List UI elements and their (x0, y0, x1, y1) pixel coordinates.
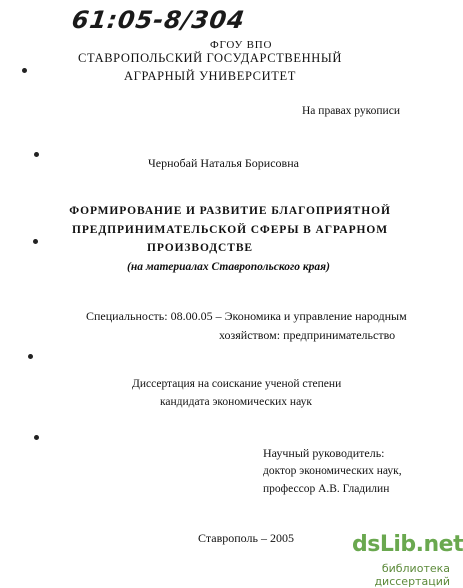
city-year: Ставрополь – 2005 (198, 531, 294, 545)
institution-abbrev: ФГОУ ВПО (210, 39, 273, 51)
scan-speck-3 (33, 239, 38, 244)
thesis-title-line3: ПРОИЗВОДСТВЕ (147, 242, 253, 254)
rights-note: На правах рукописи (302, 105, 400, 117)
degree-line1: Диссертация на соискание ученой степени (132, 378, 342, 390)
thesis-title-line2: ПРЕДПРИНИМАТЕЛЬСКОЙ СФЕРЫ В АГРАРНОМ (72, 224, 388, 236)
thesis-subtitle: (на материалах Ставропольского края) (127, 261, 330, 273)
degree-line2: кандидата экономических наук (160, 396, 312, 408)
supervisor-degree: доктор экономических наук, (263, 465, 402, 477)
dslib-tagline: библиотека диссертаций (374, 562, 450, 588)
scan-speck-4 (28, 354, 33, 359)
scan-speck-5 (34, 435, 39, 440)
scan-speck-1 (22, 68, 27, 73)
dslib-watermark[interactable] (332, 532, 463, 588)
dslib-logo[interactable]: dsLib.net (352, 532, 463, 557)
institution-name-line1: СТАВРОПОЛЬСКИЙ ГОСУДАРСТВЕННЫЙ (78, 51, 342, 65)
author-name: Чернобай Наталья Борисовна (148, 156, 299, 170)
supervisor-name: профессор А.В. Гладилин (263, 483, 390, 495)
specialty-line1: Специальность: 08.00.05 – Экономика и управление народным (86, 309, 407, 323)
handwritten-archive-number: 61:05-8/304 (70, 6, 247, 34)
thesis-title-line1: ФОРМИРОВАНИЕ И РАЗВИТИЕ БЛАГОПРИЯТНОЙ (69, 205, 391, 217)
specialty-line2: хозяйством: предпринимательство (219, 328, 396, 342)
supervisor-heading: Научный руководитель: (263, 446, 385, 460)
scan-speck-2 (34, 152, 39, 157)
institution-name-line2: АГРАРНЫЙ УНИВЕРСИТЕТ (124, 69, 296, 83)
